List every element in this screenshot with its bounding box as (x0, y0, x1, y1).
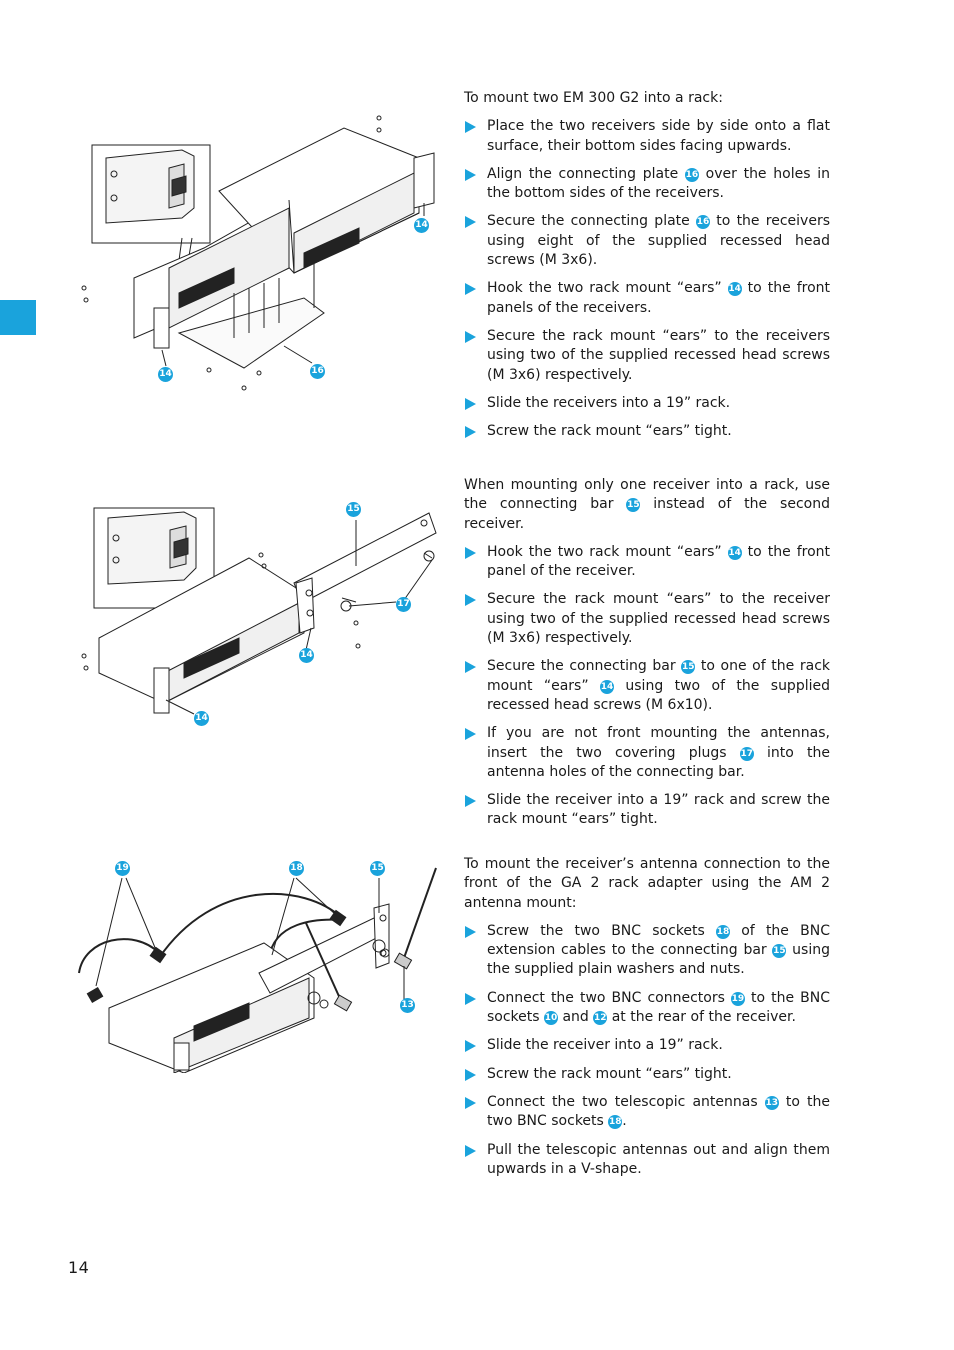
step-item (464, 922, 830, 980)
step-text: to the front panels of the receivers. (487, 280, 831, 316)
section3-steps (464, 922, 830, 1179)
step-text: to one of the rack mount “ears” (487, 658, 830, 694)
step-item (464, 1093, 830, 1132)
section-antenna-mount (464, 855, 830, 1179)
figure-one-receiver-connecting-bar (74, 498, 444, 728)
fig3-callout-18: 18 (289, 861, 304, 876)
step-item (464, 543, 830, 582)
step-text: Connect the two telescopic antennas (487, 1093, 765, 1110)
bullet-arrow-icon (465, 398, 476, 410)
step-item (464, 327, 830, 385)
step-text: to the front panel of the receiver. (487, 543, 831, 580)
callout-number: 14 (728, 547, 741, 558)
step-item (464, 422, 830, 441)
section2-intro-text-end: instead of the second receiver. (464, 496, 830, 532)
callout-number: 16 (685, 169, 699, 180)
step-item (464, 1065, 830, 1084)
step-text: using two of the supplied recessed head screws (M 6x10). (487, 677, 830, 713)
bullet-arrow-icon (465, 728, 476, 740)
step-text: Hook the two rack mount “ears” (487, 280, 728, 297)
step-text: to the receivers using eight of the supplied recessed head screws (M 3x6). (487, 213, 830, 269)
fig1-callout-14-left: 14 (158, 367, 173, 382)
step-text: Slide the receiver into a 19” rack and screw the rack mount “ears” tight. (487, 792, 830, 828)
step-text: Screw the rack mount “ears” tight. (487, 423, 732, 440)
step-text: and (558, 1009, 594, 1026)
step-item (464, 279, 830, 318)
callout-number: 18 (609, 1117, 622, 1128)
step-text: of the BNC extension cables to the connecting bar (487, 922, 830, 959)
step-text: . (622, 1113, 627, 1130)
step-item (464, 1036, 830, 1055)
callout-number: 19 (731, 993, 745, 1004)
figure-antenna-mount (74, 858, 444, 1073)
callout-number: 18 (716, 926, 730, 937)
bullet-arrow-icon (465, 795, 476, 807)
bullet-arrow-icon (465, 121, 476, 133)
bullet-arrow-icon (465, 1145, 476, 1157)
step-text: Connect the two BNC connectors (487, 989, 731, 1006)
callout-number: 10 (544, 1013, 558, 1024)
callout-number: 15 (773, 946, 786, 957)
step-text: Pull the telescopic antennas out and align them upwards in a V-shape. (487, 1141, 830, 1177)
step-text: using the supplied plain washers and nuts. (487, 942, 830, 978)
bullet-arrow-icon (465, 331, 476, 343)
step-text: Hook the two rack mount “ears” (487, 543, 728, 560)
step-item (464, 989, 830, 1028)
bullet-arrow-icon (465, 926, 476, 938)
step-text: into the antenna holes of the connecting bar. (487, 744, 830, 780)
section1-steps (464, 117, 830, 441)
callout-number: 15 (681, 662, 695, 673)
fig2-callout-17: 17 (396, 597, 411, 612)
callout-number: 14 (728, 284, 741, 295)
callout-number: 14 (600, 681, 614, 692)
step-text: to the BNC sockets (487, 989, 830, 1026)
bullet-arrow-icon (465, 169, 476, 181)
fig1-callout-16: 16 (310, 364, 325, 379)
step-text: Secure the rack mount “ears” to the receiver using two of the supplied recessed head screws (M 3x6) respectively. (487, 591, 830, 647)
step-text: over the holes in the bottom sides of the receivers. (487, 165, 830, 202)
step-text: If you are not front mounting the antennas, insert the two covering plugs (487, 725, 830, 761)
step-item (464, 165, 830, 204)
section3-intro: To mount the receiver’s antenna connection to the front of the GA 2 rack adapter using the AM 2 antenna mount: (464, 856, 830, 911)
figure-two-receivers-rack-mount (74, 108, 444, 408)
fig3-callout-13: 13 (400, 998, 415, 1013)
fig3-callout-19: 19 (115, 861, 130, 876)
step-text: Secure the rack mount “ears” to the receivers using two of the supplied recessed head screws (M 3x6) respectively. (487, 327, 830, 383)
bullet-arrow-icon (465, 283, 476, 295)
section2-intro-text: When mounting only one receiver into a rack, use the connecting bar (464, 477, 830, 513)
callout-number: 15 (627, 500, 640, 511)
section-tab-marker (0, 300, 36, 335)
bullet-arrow-icon (465, 426, 476, 438)
step-text: Align the connecting plate (487, 165, 685, 182)
callout-number: 12 (594, 1013, 607, 1024)
step-text: Place the two receivers side by side onto a flat surface, their bottom sides facing upwards. (487, 118, 830, 154)
bullet-arrow-icon (465, 547, 476, 559)
bullet-arrow-icon (465, 1040, 476, 1052)
section-mount-two-receivers (464, 89, 830, 441)
fig2-callout-14-left: 14 (194, 711, 209, 726)
step-text: Secure the connecting plate (487, 213, 697, 230)
section2-intro (464, 476, 830, 534)
fig2-callout-14-bar: 14 (299, 648, 314, 663)
page-number: 14 (68, 1258, 90, 1277)
section2-steps (464, 543, 830, 830)
step-item (464, 394, 830, 413)
step-item (464, 212, 830, 270)
step-text: Screw the two BNC sockets (487, 922, 717, 939)
step-item (464, 657, 830, 715)
section-mount-one-receiver (464, 476, 830, 830)
step-text: Screw the rack mount “ears” tight. (487, 1065, 732, 1082)
callout-number: 17 (740, 748, 754, 759)
step-text: to the two BNC sockets (487, 1093, 830, 1130)
step-item (464, 590, 830, 648)
step-item (464, 117, 830, 156)
bullet-arrow-icon (465, 1097, 476, 1109)
fig2-callout-15: 15 (346, 502, 361, 517)
callout-number: 16 (696, 217, 710, 228)
step-text: Slide the receivers into a 19” rack. (487, 394, 731, 411)
step-text: at the rear of the receiver. (607, 1009, 796, 1026)
step-item (464, 791, 830, 830)
bullet-arrow-icon (465, 993, 476, 1005)
fig3-callout-15: 15 (370, 861, 385, 876)
bullet-arrow-icon (465, 1069, 476, 1081)
section1-intro: To mount two EM 300 G2 into a rack: (464, 90, 723, 106)
step-text: Slide the receiver into a 19” rack. (487, 1037, 723, 1054)
step-text: Secure the connecting bar (487, 658, 682, 675)
callout-number: 13 (765, 1097, 778, 1108)
bullet-arrow-icon (465, 661, 476, 673)
bullet-arrow-icon (465, 216, 476, 228)
fig1-callout-14-right: 14 (414, 218, 429, 233)
step-item (464, 724, 830, 782)
bullet-arrow-icon (465, 594, 476, 606)
step-item (464, 1141, 830, 1180)
